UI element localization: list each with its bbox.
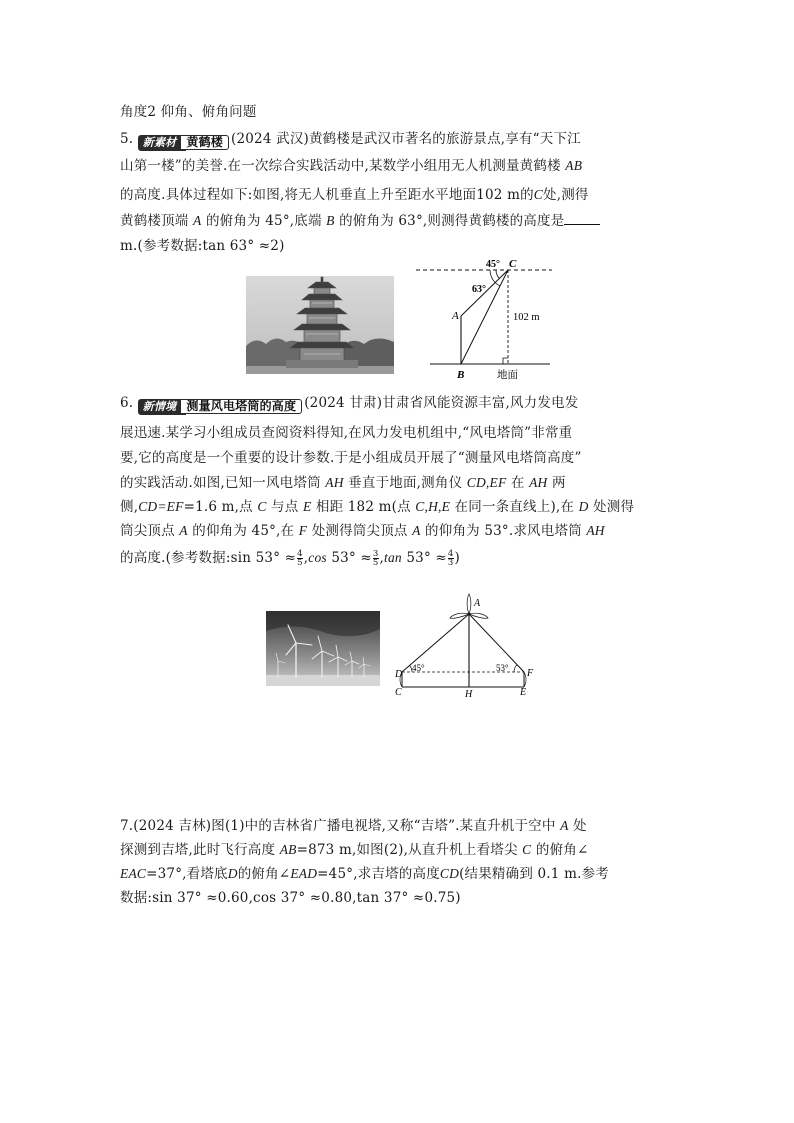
- q6-label-H: H: [465, 689, 473, 700]
- q6-text-5c: =1.6 m,点: [183, 499, 258, 515]
- q6-tag: [138, 397, 302, 413]
- q6-line-7: [120, 546, 460, 570]
- q6-var-E: E: [302, 499, 312, 514]
- q6-label-C: C: [395, 687, 402, 698]
- q6-line-3: 要,它的高度是一个重要的设计参数.于是小组成员开展了“测量风电塔筒高度”: [120, 450, 582, 466]
- q7-line-2: [120, 841, 589, 859]
- wind-turbines-photo: [266, 611, 380, 686]
- q5-text-4e: 的俯角为 63°,则测得黄鹤楼的高度是: [334, 213, 565, 229]
- q6-text-4c: 垂直于地面,测角仪: [343, 475, 467, 491]
- q6-text-7d: ,: [379, 550, 385, 566]
- q5-label-C: C: [509, 258, 517, 270]
- q7-text-1a: 7.(2024 吉林)图(1)中的吉林省广播电视塔,又称“吉塔”.某直升机于空中: [120, 818, 561, 834]
- q6-label-E: E: [520, 687, 527, 698]
- q6-text-4g: 两: [547, 475, 566, 491]
- q5-tag-dark: 新素材: [138, 135, 187, 151]
- q5-tag-light: 黄鹤楼: [180, 135, 229, 150]
- q6-frac-sin: $\frac{4}{5}$: [297, 549, 303, 568]
- q5-label-B: B: [457, 369, 465, 381]
- q6-label-45: 45°: [412, 663, 425, 673]
- section-title: 角度2 仰角、俯角问题: [120, 104, 257, 120]
- q6-text-6g: 的仰角为 53°.求风电塔筒: [420, 523, 587, 539]
- q5-line-4: [120, 212, 600, 230]
- q7-line-1: [120, 817, 587, 835]
- q6-var-CHE: C,H,E: [415, 499, 451, 514]
- q6-var-A-2: A: [412, 523, 421, 538]
- q6-label-F: F: [527, 668, 534, 679]
- q7-text-3f: =45°,求吉塔的高度: [317, 866, 440, 882]
- q6-line-6: [120, 522, 605, 540]
- q5-text-4a: 黄鹤楼顶端: [120, 213, 193, 229]
- q7-text-1c: 处: [568, 818, 587, 834]
- q5-line-3: [120, 186, 589, 204]
- q6-figure: [390, 592, 538, 700]
- q6-text-cos: cos: [308, 550, 327, 565]
- q6-var-D: D: [578, 499, 589, 514]
- q7-var-C: C: [522, 842, 532, 857]
- q6-text-5a: 侧,: [120, 499, 139, 515]
- q5-label-45: 45°: [486, 259, 500, 270]
- q6-tag-light: 测量风电塔筒的高度: [180, 399, 302, 414]
- q5-text-4c: 的俯角为 45°,底端: [201, 213, 327, 229]
- q7-var-EAD: EAD: [290, 866, 318, 881]
- q7-text-3d: 的俯角∠: [237, 866, 291, 882]
- q5-number: 5.: [120, 131, 134, 147]
- q6-label-53: 53°: [496, 663, 509, 673]
- q7-var-EAC: EAC: [120, 866, 147, 881]
- q6-text-6c: 的仰角为 45°,在: [187, 523, 299, 539]
- q6-var-A: A: [179, 523, 188, 538]
- q7-var-D: D: [227, 866, 238, 881]
- q6-frac-cos: $\frac{3}{5}$: [372, 549, 379, 568]
- q6-var-AH-2: AH: [529, 475, 548, 490]
- q6-var-CD-EF-eq: CD=EF: [138, 499, 184, 514]
- q6-text-5g: 相距 182 m(点: [311, 499, 416, 515]
- q6-text-7e: 53° ≈: [401, 550, 447, 566]
- q6-label-D: D: [395, 669, 403, 680]
- q5-line-1: [120, 130, 581, 149]
- q7-line-3: [120, 865, 609, 883]
- q6-line-5: [120, 498, 634, 516]
- q5-var-AB: AB: [565, 158, 583, 173]
- q5-var-A: A: [193, 213, 202, 228]
- q5-figure: [412, 256, 557, 382]
- q6-tag-dark: 新情境: [138, 399, 187, 415]
- q6-text-6e: 处测得筒尖顶点: [307, 523, 413, 539]
- q5-text-3c: 处,测得: [543, 187, 589, 203]
- q6-label-A: A: [474, 598, 481, 609]
- q6-text-tan: tan: [384, 550, 402, 565]
- q6-line-4: [120, 474, 566, 492]
- q5-label-ground: 地面: [497, 370, 518, 381]
- q7-var-A: A: [560, 818, 569, 833]
- q6-text-4a: 的实践活动.如图,已知一风电塔筒: [120, 475, 326, 491]
- q7-text-3h: (结果精确到 0.1 m.参考: [459, 866, 609, 882]
- q6-text-5e: 与点: [266, 499, 303, 515]
- q7-var-CD: CD: [439, 866, 460, 881]
- q7-line-4: 数据:sin 37° ≈0.60,cos 37° ≈0.80,tan 37° ≈0.75): [120, 890, 461, 906]
- q7-var-AB: AB: [279, 842, 297, 857]
- q7-text-2c: =873 m,如图(2),从直升机上看塔尖: [296, 842, 523, 858]
- q6-text-4e: 在: [506, 475, 530, 491]
- q6-number: 6.: [120, 395, 134, 411]
- q5-text-3a: 的高度.具体过程如下:如图,将无人机垂直上升至距水平地面102 m的: [120, 187, 534, 203]
- q7-text-2a: 探测到吉塔,此时飞行高度: [120, 842, 280, 858]
- q6-line-2: 展迅速.某学习小组成员查阅资料得知,在风力发电机组中,“风电塔筒”非常重: [120, 425, 573, 441]
- yellow-crane-tower-photo: [246, 276, 394, 374]
- q6-var-C: C: [257, 499, 267, 514]
- q5-label-102m: 102 m: [513, 312, 540, 323]
- q5-answer-blank[interactable]: [564, 212, 600, 225]
- q6-text-7b: ,: [303, 550, 309, 566]
- q6-line-1: [120, 394, 578, 413]
- q5-var-B: B: [326, 213, 335, 228]
- q5-text-1: (2024 武汉)黄鹤楼是武汉市著名的旅游景点,享有“天下江: [231, 131, 581, 147]
- q6-var-CD-EF: CD,EF: [466, 475, 507, 490]
- q6-frac-tan: $\frac{4}{3}$: [447, 549, 454, 568]
- q7-text-3b: =37°,看塔底: [146, 866, 228, 882]
- q5-tag: [138, 133, 229, 149]
- q5-line-2: [120, 157, 582, 175]
- q5-text-2a: 山第一楼”的美誉.在一次综合实践活动中,某数学小组用无人机测量黄鹤楼: [120, 158, 566, 174]
- q6-var-F: F: [298, 523, 308, 538]
- q6-text-5k: 处测得: [588, 499, 635, 515]
- q6-text-7c: 53° ≈: [326, 550, 372, 566]
- q6-text-7f: ): [454, 550, 460, 566]
- q6-text-5i: 在同一条直线上),在: [450, 499, 579, 515]
- q7-text-2e: 的俯角∠: [531, 842, 589, 858]
- q6-var-AH-3: AH: [586, 523, 605, 538]
- q6-text-6a: 筒尖顶点: [120, 523, 180, 539]
- q6-var-AH: AH: [325, 475, 344, 490]
- q6-text-7a: 的高度.(参考数据:sin 53° ≈: [120, 550, 297, 566]
- q5-var-C: C: [533, 187, 544, 202]
- q6-text-1: (2024 甘肃)甘肃省风能资源丰富,风力发电发: [304, 395, 579, 411]
- q5-line-5: m.(参考数据:tan 63° ≈2): [120, 238, 285, 254]
- q5-label-63: 63°: [472, 284, 486, 295]
- q5-label-A: A: [452, 310, 459, 322]
